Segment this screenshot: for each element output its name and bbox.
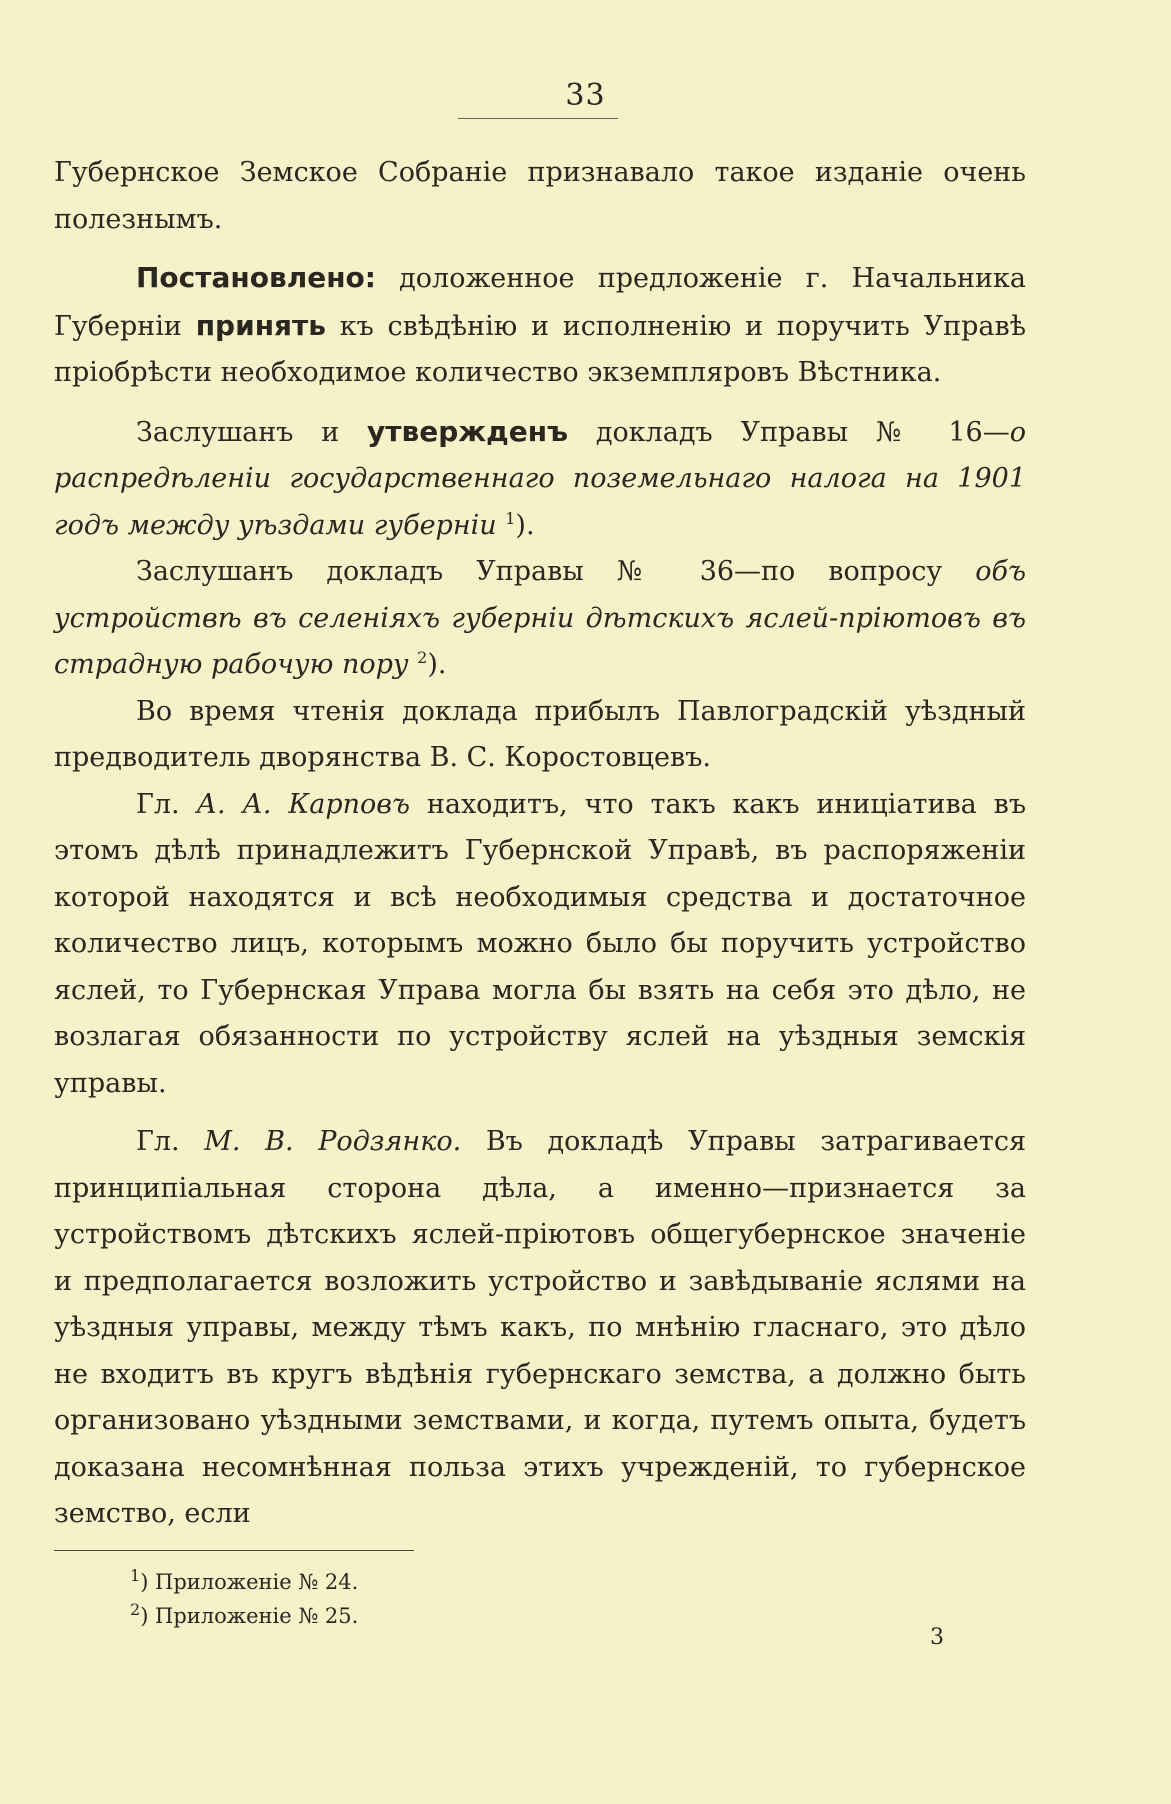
footnotes [130,1565,358,1633]
paragraph-3: Заслушанъ и утвержденъ докладъ Управы № 16—о распредѣленіи государственнаго поземельнаго налога на 1901 годъ между уѣздами губерніи $^1$). [54,414,1026,541]
footnote-1: $^1$) Приложеніе № 24. [130,1566,359,1594]
paragraph-5: Во время чтенія доклада прибылъ Павлоградскій уѣздный предводитель дворянства В. С. Коростовцевъ. [54,695,1026,773]
paragraph-7: Гл. М. В. Родзянко. Въ докладѣ Управы затрагивается принципіальная сторона дѣла, а именно—признается за устройствомъ дѣтскихъ яслей-пріютовъ общегубернское значеніе и предполагается возложить устройство и завѣдываніе яслями на уѣздныя управы, между тѣмъ какъ, по мнѣнію гласнаго, это дѣло не входитъ въ кругъ вѣдѣнія губернскаго земства, а должно быть организовано уѣздными земствами, и когда, путемъ опыта, будетъ доказана несомнѣнная польза этихъ учрежденій, то губернское земство, если [54,1126,1026,1529]
page-number: 33 [565,78,606,113]
report-title-36: объ устройствѣ въ селеніяхъ губерніи дѣтскихъ яслей-пріютовъ въ страдную рабочую пору [54,556,1026,680]
footnote-ref-1: 1 [505,508,516,528]
paragraph-4: Заслушанъ докладъ Управы № 36—по вопросу объ устройствѣ въ селеніяхъ губерніи дѣтскихъ яслей-пріютовъ въ страдную рабочую пору $^2$). [54,556,1026,680]
bold-word-approved: утвержденъ [367,414,569,448]
speaker-karpov: А. А. Карповъ [196,788,410,820]
paragraph-2: Постановлено: доложенное предложеніе г. Начальника Губерніи принять къ свѣдѣнію и исполненію и поручить Управѣ пріобрѣсти необходимое количество экземпляровъ Вѣстника. [54,261,1026,388]
bold-word-accept: принять [195,308,326,342]
speaker-rodzyanko: М. В. Родзянко. [204,1126,462,1157]
report-title-16: о распредѣленіи государственнаго поземельнаго налога на 1901 годъ между уѣздами губерніи [54,416,1026,541]
paragraph-6: Гл. А. А. Карповъ находитъ, что такъ какъ иниціатива въ этомъ дѣлѣ принадлежитъ Губернской Управѣ, въ распоряженіи которой находятся и всѣ необходимыя средства и достаточное количество лицъ, которымъ можно было бы поручить устройство яслей, то Губернская Управа могла бы взять на себя это дѣло, не возлагая обязанности по устройству яслей на уѣздныя земскія управы. [54,788,1026,1099]
footnote-ref-2: 2 [417,648,428,667]
resolution-heading: Постановлено: [136,261,376,294]
header-rule [458,118,618,119]
body-text [54,150,1026,1538]
footnote-2: $^2$) Приложеніе № 25. [130,1600,359,1628]
paragraph-1: Губернское Земское Собраніе признавало такое изданіе очень полезнымъ. [54,157,1026,235]
footnote-rule [54,1550,414,1551]
signature-mark: 3 [930,1625,944,1650]
